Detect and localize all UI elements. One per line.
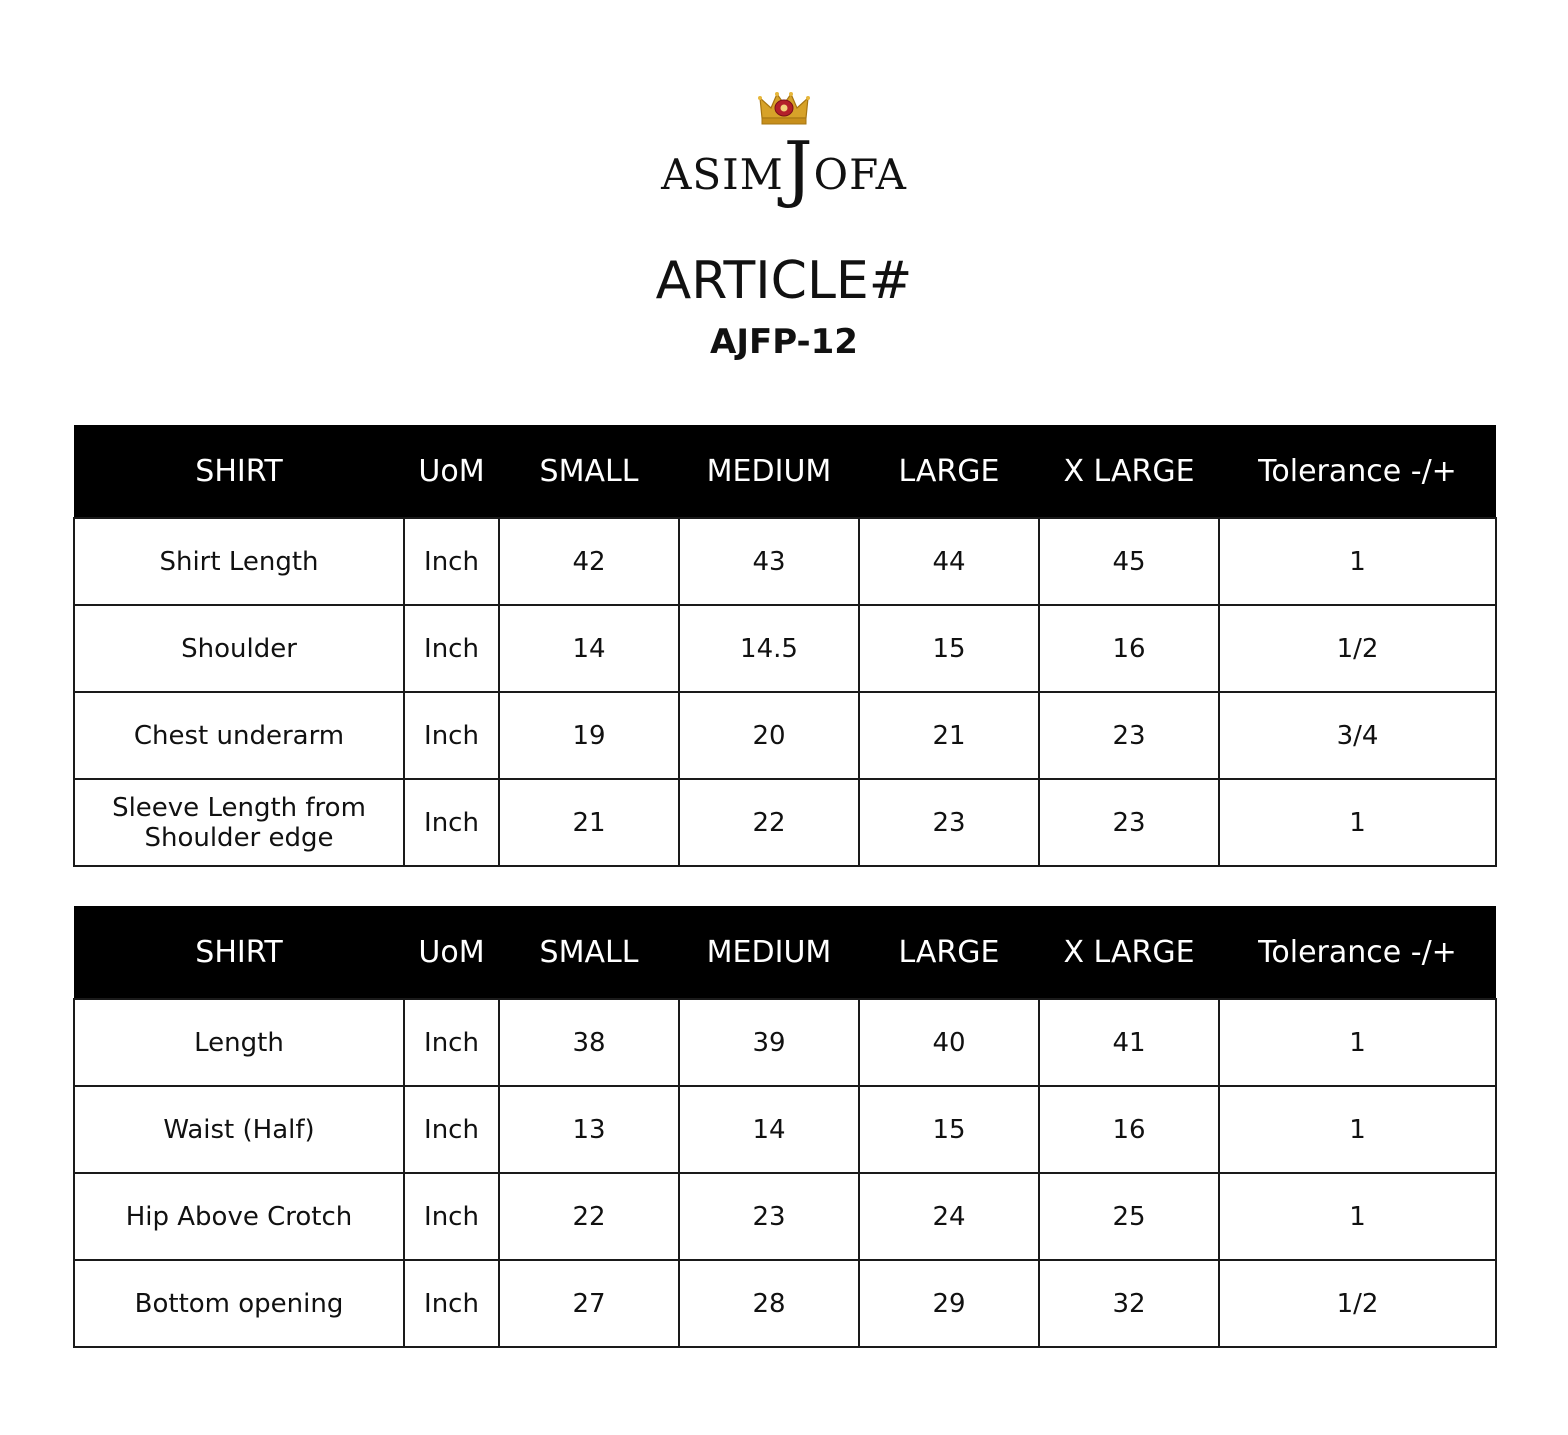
- brand-name: [0, 128, 1568, 215]
- value-cell: 41: [1039, 999, 1219, 1086]
- header-cell: UoM: [404, 425, 499, 518]
- value-cell: 23: [1039, 779, 1219, 866]
- value-cell: 22: [499, 1173, 679, 1260]
- header-cell: SMALL: [499, 906, 679, 999]
- value-cell: 44: [859, 518, 1039, 605]
- size-table-2: [73, 906, 1497, 1348]
- value-cell: 28: [679, 1260, 859, 1347]
- table-header-row: [74, 906, 1496, 999]
- value-cell: 40: [859, 999, 1039, 1086]
- tolerance-cell: 1: [1219, 779, 1496, 866]
- header-cell: LARGE: [859, 425, 1039, 518]
- measurement-label: Waist (Half): [74, 1086, 404, 1173]
- table-header-row: [74, 425, 1496, 518]
- value-cell: 29: [859, 1260, 1039, 1347]
- value-cell: 39: [679, 999, 859, 1086]
- uom-cell: Inch: [404, 692, 499, 779]
- uom-cell: Inch: [404, 1086, 499, 1173]
- crown-icon: [758, 88, 810, 126]
- header-cell: X LARGE: [1039, 906, 1219, 999]
- value-cell: 27: [499, 1260, 679, 1347]
- value-cell: 25: [1039, 1173, 1219, 1260]
- tolerance-cell: 1: [1219, 518, 1496, 605]
- table-row: [74, 1086, 1496, 1173]
- uom-cell: Inch: [404, 605, 499, 692]
- brand-name-left: ASIM: [661, 150, 784, 199]
- measurement-label: Shirt Length: [74, 518, 404, 605]
- uom-cell: Inch: [404, 1260, 499, 1347]
- header-cell: SHIRT: [74, 906, 404, 999]
- article-title: ARTICLE#: [655, 251, 913, 311]
- brand-name-j: J: [783, 126, 814, 210]
- value-cell: 15: [859, 1086, 1039, 1173]
- header-cell: X LARGE: [1039, 425, 1219, 518]
- uom-cell: Inch: [404, 999, 499, 1086]
- header-cell: Tolerance -/+: [1219, 906, 1496, 999]
- value-cell: 14: [679, 1086, 859, 1173]
- uom-cell: Inch: [404, 518, 499, 605]
- brand-name-right: OFA: [813, 150, 907, 199]
- header-cell: Tolerance -/+: [1219, 425, 1496, 518]
- value-cell: 21: [859, 692, 1039, 779]
- table-row: [74, 779, 1496, 866]
- tolerance-cell: 3/4: [1219, 692, 1496, 779]
- measurement-label: Sleeve Length from Shoulder edge: [74, 779, 404, 866]
- value-cell: 24: [859, 1173, 1039, 1260]
- header-cell: LARGE: [859, 906, 1039, 999]
- value-cell: 20: [679, 692, 859, 779]
- value-cell: 14.5: [679, 605, 859, 692]
- value-cell: 45: [1039, 518, 1219, 605]
- tolerance-cell: 1: [1219, 1086, 1496, 1173]
- measurement-label: Bottom opening: [74, 1260, 404, 1347]
- table-row: [74, 605, 1496, 692]
- value-cell: 16: [1039, 605, 1219, 692]
- value-cell: 16: [1039, 1086, 1219, 1173]
- table-row: [74, 692, 1496, 779]
- size-table-1: [73, 425, 1497, 867]
- header-cell: MEDIUM: [679, 425, 859, 518]
- uom-cell: Inch: [404, 779, 499, 866]
- table-row: [74, 1260, 1496, 1347]
- value-cell: 15: [859, 605, 1039, 692]
- value-cell: 38: [499, 999, 679, 1086]
- brand-logo: [0, 88, 1568, 126]
- measurement-label: Length: [74, 999, 404, 1086]
- value-cell: 13: [499, 1086, 679, 1173]
- measurement-label: Shoulder: [74, 605, 404, 692]
- header-cell: UoM: [404, 906, 499, 999]
- measurement-label: Hip Above Crotch: [74, 1173, 404, 1260]
- value-cell: 32: [1039, 1260, 1219, 1347]
- header-cell: SMALL: [499, 425, 679, 518]
- value-cell: 14: [499, 605, 679, 692]
- article-code: AJFP-12: [710, 322, 858, 362]
- measurement-label: Chest underarm: [74, 692, 404, 779]
- tolerance-cell: 1/2: [1219, 605, 1496, 692]
- value-cell: 43: [679, 518, 859, 605]
- table-row: [74, 1173, 1496, 1260]
- uom-cell: Inch: [404, 1173, 499, 1260]
- tolerance-cell: 1: [1219, 999, 1496, 1086]
- value-cell: 22: [679, 779, 859, 866]
- header-cell: MEDIUM: [679, 906, 859, 999]
- table-row: [74, 999, 1496, 1086]
- value-cell: 21: [499, 779, 679, 866]
- value-cell: 23: [679, 1173, 859, 1260]
- tolerance-cell: 1/2: [1219, 1260, 1496, 1347]
- table-row: [74, 518, 1496, 605]
- value-cell: 23: [859, 779, 1039, 866]
- tolerance-cell: 1: [1219, 1173, 1496, 1260]
- value-cell: 42: [499, 518, 679, 605]
- value-cell: 23: [1039, 692, 1219, 779]
- value-cell: 19: [499, 692, 679, 779]
- header-cell: SHIRT: [74, 425, 404, 518]
